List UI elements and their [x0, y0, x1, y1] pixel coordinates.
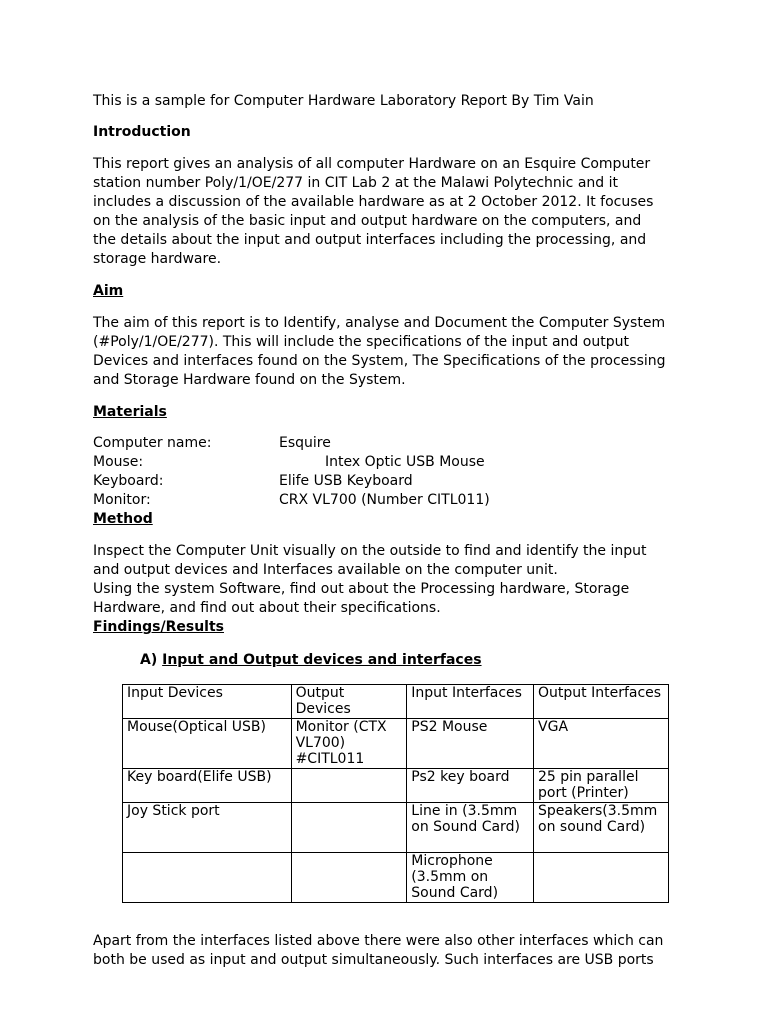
findings-heading: Findings/Results [93, 619, 224, 635]
table-cell: Mouse(Optical USB) [123, 719, 292, 769]
material-value: Intex Optic USB Mouse [325, 454, 485, 470]
intro-line: the details about the input and output interfaces including the processing, and [93, 232, 647, 248]
material-label: Keyboard: [93, 473, 164, 489]
material-row-keyboard [93, 472, 693, 491]
method-line: Inspect the Computer Unit visually on the outside to find and identify the input [93, 543, 647, 559]
aim-heading: Aim [93, 283, 124, 299]
io-table [122, 684, 669, 903]
material-value: Esquire [279, 435, 331, 451]
table-row [123, 769, 669, 803]
materials-heading: Materials [93, 404, 167, 420]
closing-paragraph [93, 932, 683, 970]
table-row [123, 719, 669, 769]
aim-line: The aim of this report is to Identify, analyse and Document the Computer System [93, 315, 666, 331]
table-header-cell: Output Interfaces [534, 685, 669, 719]
intro-line: station number Poly/1/OE/277 in CIT Lab 2 at the Malawi Polytechnic and it [93, 175, 618, 191]
table-cell: Joy Stick port [123, 803, 292, 853]
table-header-cell: Output Devices [291, 685, 407, 719]
intro-line: includes a discussion of the available hardware as at 2 October 2012. It focuses [93, 194, 654, 210]
material-row-monitor [93, 491, 693, 510]
title-line: This is a sample for Computer Hardware Laboratory Report By Tim Vain [93, 93, 594, 109]
table-cell [291, 853, 407, 903]
table-cell: Monitor (CTX VL700) #CITL011 [291, 719, 407, 769]
material-label: Computer name: [93, 435, 212, 451]
table-header-cell: Input Devices [123, 685, 292, 719]
subsection-prefix: A) [140, 652, 158, 668]
method-line: and output devices and Interfaces available on the computer unit. [93, 562, 558, 578]
table-cell: Speakers(3.5mm on sound Card) [534, 803, 669, 853]
table-cell [291, 769, 407, 803]
table-header-cell: Input Interfaces [407, 685, 534, 719]
table-cell: Microphone (3.5mm on Sound Card) [407, 853, 534, 903]
table-cell [123, 853, 292, 903]
aim-line: (#Poly/1/OE/277). This will include the specifications of the input and output [93, 334, 629, 350]
introduction-heading: Introduction [93, 124, 191, 140]
intro-line: This report gives an analysis of all computer Hardware on an Esquire Computer [93, 156, 651, 172]
material-value: Elife USB Keyboard [279, 473, 413, 489]
material-value: CRX VL700 (Number CITL011) [279, 492, 490, 508]
intro-line: storage hardware. [93, 251, 222, 267]
aim-paragraph [93, 314, 683, 390]
aim-line: Devices and interfaces found on the System, The Specifications of the processing [93, 353, 666, 369]
table-cell: 25 pin parallel port (Printer) [534, 769, 669, 803]
table-cell: Line in (3.5mm on Sound Card) [407, 803, 534, 853]
closing-line: both be used as input and output simultaneously. Such interfaces are USB ports [93, 952, 654, 968]
method-heading: Method [93, 511, 153, 527]
table-header-row [123, 685, 669, 719]
table-row [123, 853, 669, 903]
material-row-computer [93, 434, 693, 453]
aim-line: and Storage Hardware found on the System. [93, 372, 406, 388]
material-row-mouse [93, 453, 693, 472]
closing-line: Apart from the interfaces listed above there were also other interfaces which can [93, 933, 664, 949]
material-label: Mouse: [93, 454, 144, 470]
intro-line: on the analysis of the basic input and output hardware on the computers, and [93, 213, 642, 229]
table-row [123, 803, 669, 853]
table-cell: PS2 Mouse [407, 719, 534, 769]
subsection-title: Input and Output devices and interfaces [162, 652, 482, 668]
introduction-paragraph [93, 155, 683, 269]
material-label: Monitor: [93, 492, 151, 508]
subsection-heading [140, 651, 482, 670]
table-cell: Ps2 key board [407, 769, 534, 803]
table-cell: Key board(Elife USB) [123, 769, 292, 803]
method-paragraph [93, 542, 683, 618]
method-line: Hardware, and find out about their specifications. [93, 600, 441, 616]
table-cell [534, 853, 669, 903]
table-cell: VGA [534, 719, 669, 769]
method-line: Using the system Software, find out about the Processing hardware, Storage [93, 581, 630, 597]
table-cell [291, 803, 407, 853]
